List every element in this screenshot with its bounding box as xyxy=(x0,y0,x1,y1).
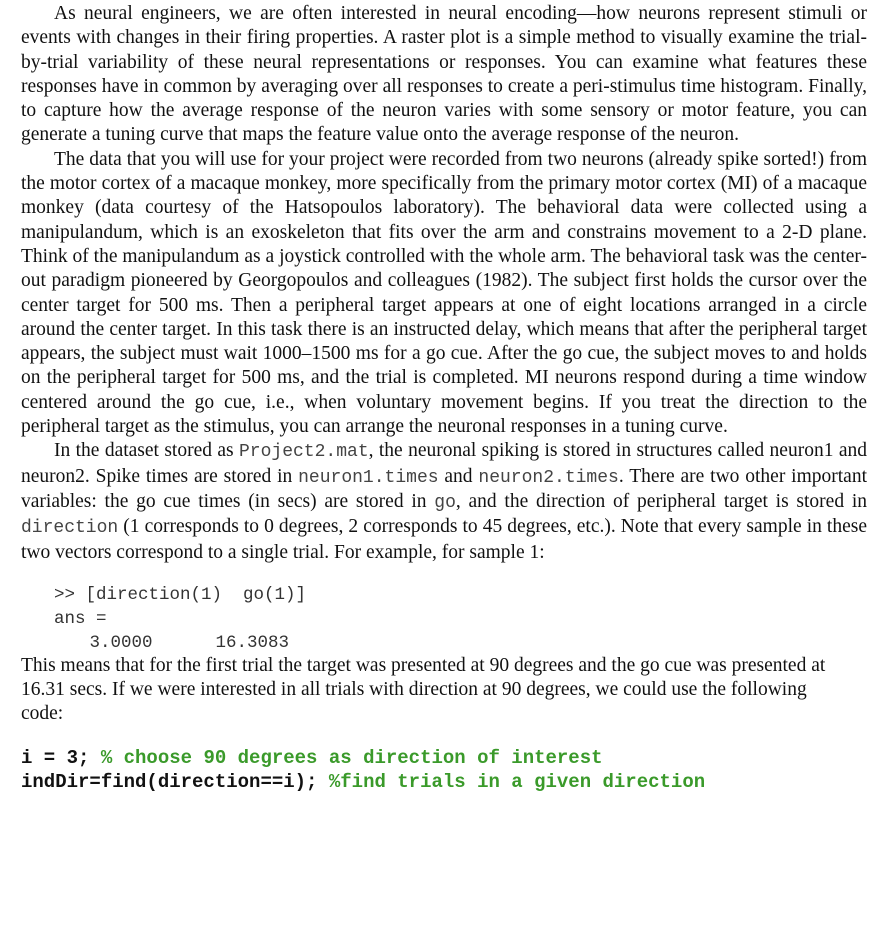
inline-code-go: go xyxy=(434,492,456,513)
code-line-2 xyxy=(21,770,867,794)
console-values: 3.0000 16.3083 xyxy=(58,632,290,653)
paragraph-neural-encoding: As neural engineers, we are often interested in neural encoding—how neurons represent stimuli or events with changes in their firing properties. A raster plot is a simple method to visually examine the trial-by-trial variability of these neural representations or responses. You can examine what features these responses have in common by averaging over all responses to create a peri-stimulus time histogram. Finally, to capture how the average response of the neuron varies with some sensory or motor feature, you can generate a tuning curve that maps the feature value onto the average response of the neuron. xyxy=(21,3,867,146)
paragraph-text: . There are two other important variables: the go cue times (in secs) are stored in xyxy=(21,465,867,512)
code-comment: %find trials in a given direction xyxy=(328,770,706,793)
code-text: indDir=find(direction==i); xyxy=(21,770,329,793)
paragraph-text: (1 corresponds to 0 degrees, 2 corresponds to 45 degrees, etc.). Note that every sample in these two vectors correspond to a single trial. For example, for sample 1: xyxy=(21,516,867,563)
paragraph-text: , and the direction of peripheral target is stored in xyxy=(455,490,867,512)
inline-code-neuron2-times: neuron2.times xyxy=(478,467,619,488)
console-ans-label: ans = xyxy=(54,608,107,629)
paragraph-dataset-description: The data that you will use for your project were recorded from two neurons (already spike sorted!) from the motor cortex of a macaque monkey, more specifically from the primary motor cortex (MI) of a macaque monkey (data courtesy of the Hatsopoulos laboratory). The behavioral data were collected using a manipulandum, which is an exoskeleton that fits over the arm and constrains movement to a 2-D plane. Think of the manipulandum as a joystick controlled with the whole arm. The behavioral task was the center-out paradigm pioneered by Georgopoulos and colleagues (1982). The subject first holds the cursor over the center target for 500 ms. Then a peripheral target appears at one of eight locations arranged in a circle around the center target. In this task there is an instructed delay, which means that after the peripheral target appears, the subject must wait 1000–1500 ms for a go cue. After the go cue, the subject moves to and holds on the peripheral target for 500 ms, and the trial is completed. MI neurons respond during a time window centered around the go cue, i.e., when voluntary movement begins. If you treat the direction to the peripheral target as the stimulus, you can arrange the neuronal responses in a tuning curve. xyxy=(21,148,867,438)
console-command: >> [direction(1) go(1)] xyxy=(54,584,307,605)
document-page xyxy=(21,2,867,794)
paragraph-text: and xyxy=(438,465,479,487)
paragraph-text: , the neuronal spiking is stored in structures called neuron1 and neuron2. Spike times are stored in xyxy=(21,440,867,487)
code-comment: % choose 90 degrees as direction of interest xyxy=(100,746,603,769)
paragraph-text: In the dataset stored as xyxy=(54,440,239,462)
code-snippet xyxy=(21,746,867,794)
paragraph-explanation: This means that for the first trial the target was presented at 90 degrees and the go cue was presented at 16.31 secs. If we were interested in all trials with direction at 90 degrees, we could use the following code: xyxy=(21,654,826,725)
inline-code-neuron1-times: neuron1.times xyxy=(298,467,439,488)
console-output xyxy=(21,583,867,655)
code-text: i = 3; xyxy=(21,746,101,769)
paragraph-dataset-variables xyxy=(21,439,867,564)
inline-code-filename: Project2.mat xyxy=(239,442,369,463)
inline-code-direction: direction xyxy=(21,518,119,539)
code-line-1 xyxy=(21,746,867,770)
